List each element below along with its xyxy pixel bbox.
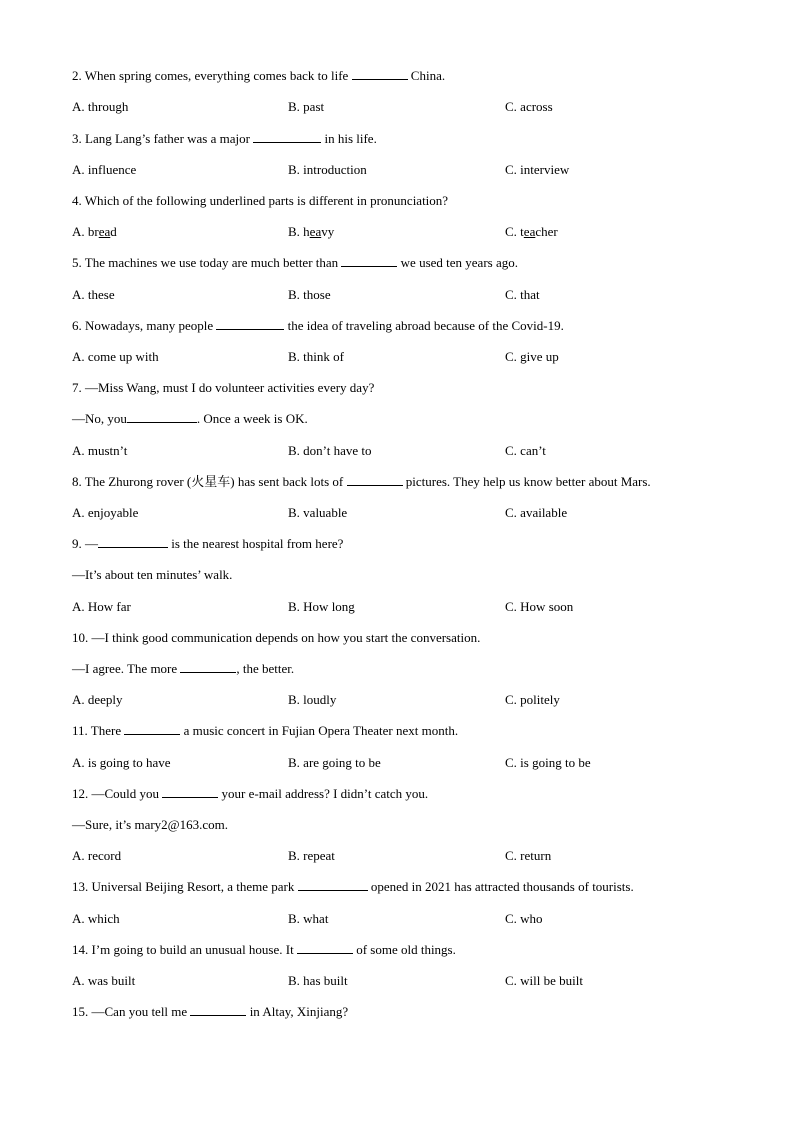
option-b: B. what [288, 911, 329, 926]
question-text: 12. —Could you [72, 786, 163, 801]
question-text: your e-mail address? I didn’t catch you. [218, 786, 429, 801]
question-text: 15. —Can you tell me [72, 1004, 191, 1019]
question-7: 7. —Miss Wang, must I do volunteer activities every day? [72, 380, 375, 395]
option-text: C. t [505, 224, 524, 239]
answer-blank [180, 661, 236, 673]
question-text: 3. Lang Lang’s father was a major [72, 131, 254, 146]
question-text: is the nearest hospital from here? [168, 536, 344, 551]
question-text: China. [407, 68, 446, 83]
option-c: C. across [505, 99, 553, 114]
option-a: A. through [72, 99, 129, 114]
question-15 [72, 1004, 348, 1020]
option-text: B. h [288, 224, 310, 239]
question-12-reply: —Sure, it’s mary2@163.com. [72, 817, 229, 832]
option-text: cher [535, 224, 558, 239]
answer-blank [124, 723, 180, 735]
question-text: the idea of traveling abroad because of the Covid-19. [284, 318, 564, 333]
option-b: B. think of [288, 349, 344, 364]
option-text: d [110, 224, 117, 239]
question-6 [72, 318, 564, 334]
question-text: in Altay, Xinjiang? [246, 1004, 349, 1019]
option-c: C. will be built [505, 973, 583, 988]
question-text: 2. When spring comes, everything comes back to life [72, 68, 352, 83]
question-8 [72, 474, 651, 490]
question-3 [72, 131, 377, 147]
option-text: vy [321, 224, 335, 239]
question-12 [72, 786, 428, 802]
option-b: B. has built [288, 973, 348, 988]
option-a: A. these [72, 287, 115, 302]
question-text: in his life. [321, 131, 377, 146]
question-14 [72, 942, 456, 958]
underlined-letters: ea [98, 224, 111, 239]
question-13 [72, 879, 634, 895]
option-c [505, 224, 558, 240]
question-text: 13. Universal Beijing Resort, a theme park [72, 879, 298, 894]
question-text: 6. Nowadays, many people [72, 318, 217, 333]
question-text: 11. There [72, 723, 125, 738]
option-c: C. can’t [505, 443, 546, 458]
option-a: A. was built [72, 973, 136, 988]
option-b: B. repeat [288, 848, 335, 863]
question-text: —No, you [72, 411, 127, 426]
option-c: C. give up [505, 349, 559, 364]
option-a: A. deeply [72, 692, 123, 707]
option-b: B. those [288, 287, 331, 302]
option-b [288, 224, 334, 240]
question-2 [72, 68, 445, 84]
question-9-reply: —It’s about ten minutes’ walk. [72, 567, 233, 582]
question-text: 14. I’m going to build an unusual house. It [72, 942, 297, 957]
option-a: A. enjoyable [72, 505, 139, 520]
answer-blank [127, 411, 197, 423]
option-b: B. don’t have to [288, 443, 372, 458]
option-c: C. who [505, 911, 543, 926]
option-b: B. How long [288, 599, 355, 614]
answer-blank [216, 318, 284, 330]
option-a: A. How far [72, 599, 131, 614]
option-text: A. br [72, 224, 99, 239]
question-10: 10. —I think good communication depends on how you start the conversation. [72, 630, 481, 645]
question-text: , the better. [236, 661, 295, 676]
answer-blank [341, 255, 397, 267]
option-a: A. record [72, 848, 122, 863]
option-b: B. introduction [288, 162, 367, 177]
question-text: —I agree. The more [72, 661, 181, 676]
answer-blank [190, 1004, 246, 1016]
option-b: B. valuable [288, 505, 348, 520]
option-c: C. politely [505, 692, 560, 707]
option-a: A. is going to have [72, 755, 171, 770]
question-text: . Once a week is OK. [196, 411, 308, 426]
question-text: 9. — [72, 536, 98, 551]
option-a: A. which [72, 911, 120, 926]
option-a: A. influence [72, 162, 137, 177]
answer-blank [253, 131, 321, 143]
question-text: pictures. They help us know better about Mars. [402, 474, 651, 489]
question-7-reply [72, 411, 308, 427]
question-text: opened in 2021 has attracted thousands of tourists. [367, 879, 634, 894]
option-b: B. past [288, 99, 325, 114]
option-c: C. How soon [505, 599, 574, 614]
option-b: B. loudly [288, 692, 337, 707]
option-a: A. mustn’t [72, 443, 128, 458]
answer-blank [297, 942, 353, 954]
option-c: C. available [505, 505, 568, 520]
answer-blank [352, 68, 408, 80]
question-9 [72, 536, 343, 552]
question-text: a music concert in Fujian Opera Theater next month. [180, 723, 459, 738]
option-c: C. is going to be [505, 755, 591, 770]
underlined-letters: ea [309, 224, 322, 239]
option-c: C. interview [505, 162, 570, 177]
question-4: 4. Which of the following underlined parts is different in pronunciation? [72, 193, 449, 208]
answer-blank [298, 879, 368, 891]
option-c: C. return [505, 848, 552, 863]
question-10-reply [72, 661, 294, 677]
answer-blank [162, 786, 218, 798]
answer-blank [347, 474, 403, 486]
question-text: we used ten years ago. [397, 255, 518, 270]
option-c: C. that [505, 287, 540, 302]
question-11 [72, 723, 458, 739]
option-a [72, 224, 117, 240]
answer-blank [98, 536, 168, 548]
question-5 [72, 255, 518, 271]
option-a: A. come up with [72, 349, 159, 364]
question-text: 5. The machines we use today are much better than [72, 255, 342, 270]
question-text: 8. The Zhurong rover (火星车) has sent back lots of [72, 474, 347, 489]
underlined-letters: ea [523, 224, 536, 239]
question-text: of some old things. [352, 942, 456, 957]
option-b: B. are going to be [288, 755, 381, 770]
